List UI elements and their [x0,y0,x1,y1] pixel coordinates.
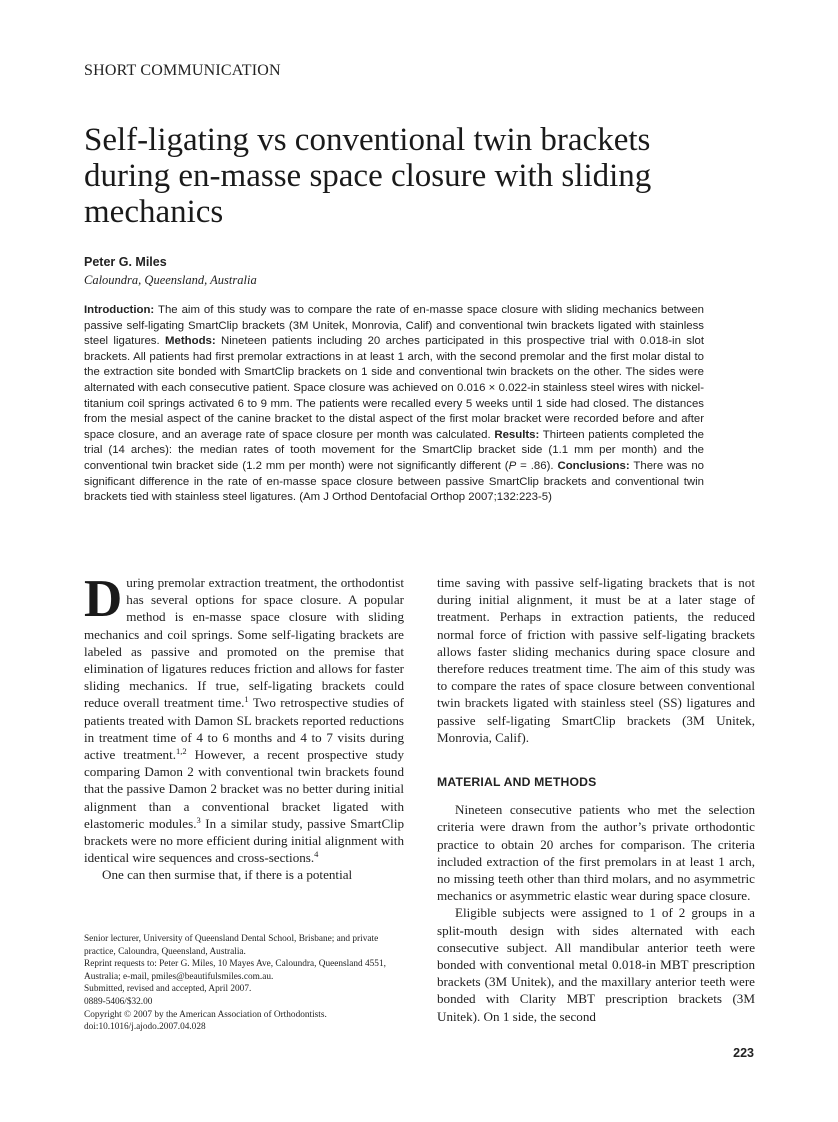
page-number: 223 [733,1046,754,1060]
citation-ref: 4 [314,849,319,860]
intro-paragraph [84,570,405,866]
intro-text-2: Two retrospective studies of patients treated with Damon SL brackets reported reductions in treatment time of 4 to 6 months and 4 to 7 visits during active treatment. [84,695,404,763]
abstract [84,303,704,506]
section-label: SHORT COMMUNICATION [84,62,281,79]
abstract-results-text: Thirteen patients completed the trial (14 arches): the median rates of tooth movement for the SmartClip bracket side (1.1 mm per month) and the conventional twin bracket side (1.2 mm per month) were not significantly different ( [84,428,704,472]
abstract-intro-label: Introduction: [84,304,155,316]
footnote-reprints: Reprint requests to: Peter G. Miles, 10 Mayes Ave, Caloundra, Queensland 4551, Australia; e-mail, pmiles@beautifulsmiles.com.au. [84,959,386,982]
citation-ref: 3 [196,814,201,825]
citation-ref: 1 [244,694,249,705]
citation-ref: 1,2 [176,746,187,757]
article-title: Self-ligating vs conventional twin brackets during en-masse space closure with sliding mechanics [84,122,652,230]
body-paragraph: Nineteen consecutive patients who met the selection criteria were drawn from the author’s private orthodontic practice to obtain 20 arches for comparison. The criteria included extraction of the first premolars in at least 1 arch, no missing teeth other than third molars, and no asymmetric mechanics or asymmetric elastic wear during space closure. [437,802,755,904]
body-column-right [437,574,755,1025]
abstract-methods-text: Nineteen patients including 20 arches participated in this prospective trial with 0.018-in slot brackets. All patients had first premolar extractions in at least 1 arch, with the second premolar and the first molar distal to the extraction site bonded with SmartClip brackets on 1 side and conventional twin brackets on the other. The sides were alternated with each consecutive patient. Space closure was achieved on 0.016 × 0.022-in stainless steel wires with nickel-titanium coil springs activated 6 to 9 mm. The patients were recalled every 5 weeks until 1 side had closed. The distances from the mesial aspect of the canine bracket to the distal aspect of the first molar bracket were recorded before and after space closure, and an average rate of space closure per month was calculated. [84,335,705,441]
abstract-conclusions-label: Conclusions: [557,459,630,472]
footnote-copyright: Copyright © 2007 by the American Association of Orthodontists. [84,1009,327,1020]
body-column-left [84,570,405,884]
footnote-submitted: Submitted, revised and accepted, April 2007. [84,984,252,995]
abstract-intro-text: The aim of this study was to compare the rate of en-masse space closure with sliding mechanics between passive self-ligating SmartClip brackets (3M Unitek, Monrovia, Calif) and conventional twin brackets ligated with stainless steel ligatures. [84,304,704,348]
abstract-p-symbol: P [508,459,517,472]
body-paragraph: Eligible subjects were assigned to 1 of 2 groups in a split-mouth design with sides alternated with each consecutive subject. All mandibular anterior teeth were bonded with conventional metal 0.018-in MBT prescription brackets (3M Unitek), and the maxillary anterior teeth were bonded with Clarity MBT prescription brackets (3M Unitek). On 1 side, the second [437,905,755,1024]
author-name: Peter G. Miles [84,255,167,269]
intro-text-3: However, a recent prospective study comparing Damon 2 with conventional twin brackets found that the passive Damon 2 bracket was no better during initial alignment than a conventional bracket ligated with elastomeric modules. [84,747,404,831]
author-affiliation: Caloundra, Queensland, Australia [84,273,257,287]
section-heading-methods: MATERIAL AND METHODS [437,775,597,790]
intro-text-4: In a similar study, passive SmartClip brackets were no more efficient during initial alignment with identical wire sequences and cross-sections. [84,815,405,866]
footnotes [84,933,406,1034]
abstract-results-text-end: = .86). [516,459,558,472]
abstract-conclusions-text: There was no significant difference in the rate of en-masse space closure between passive SmartClip brackets and conventional twin brackets tied with stainless steel ligatures. (Am J Orthod Dentofacial Orthop 2007;132:223-5) [84,459,704,504]
footnote-doi: doi:10.1016/j.ajodo.2007.04.028 [84,1022,206,1033]
body-paragraph: time saving with passive self-ligating brackets that is not during initial alignment, it must be at a later stage of treatment. Perhaps in extraction patients, the reduced normal force of friction with passive self-ligating brackets allows faster sliding mechanics during space closure and therefore reduces treatment time. The aim of this study was to compare the rates of space closure between conventional twin brackets ligated with stainless steel (SS) ligatures and passive self-ligating SmartClip brackets (3M Unitek, Monrovia, Calif). [437,575,755,745]
abstract-methods-label: Methods: [165,335,216,348]
footnote-position: Senior lecturer, University of Queensland Dental School, Brisbane; and private practice, Caloundra, Queensland, Australia. [84,934,379,957]
abstract-results-label: Results: [494,428,540,441]
body-paragraph: One can then surmise that, if there is a potential [102,867,353,883]
drop-cap: D [84,570,123,628]
footnote-issn: 0889-5406/$32.00 [84,996,153,1007]
intro-text-1: uring premolar extraction treatment, the orthodontist has several options for space closure. A popular method is en-masse space closure with sliding mechanics and coil springs. Some self-ligating brackets are labeled as passive and promoted on the premise that elimination of ligatures reduces friction and allows for faster sliding mechanics. If true, self-ligating brackets could reduce overall treatment time. [84,575,404,711]
